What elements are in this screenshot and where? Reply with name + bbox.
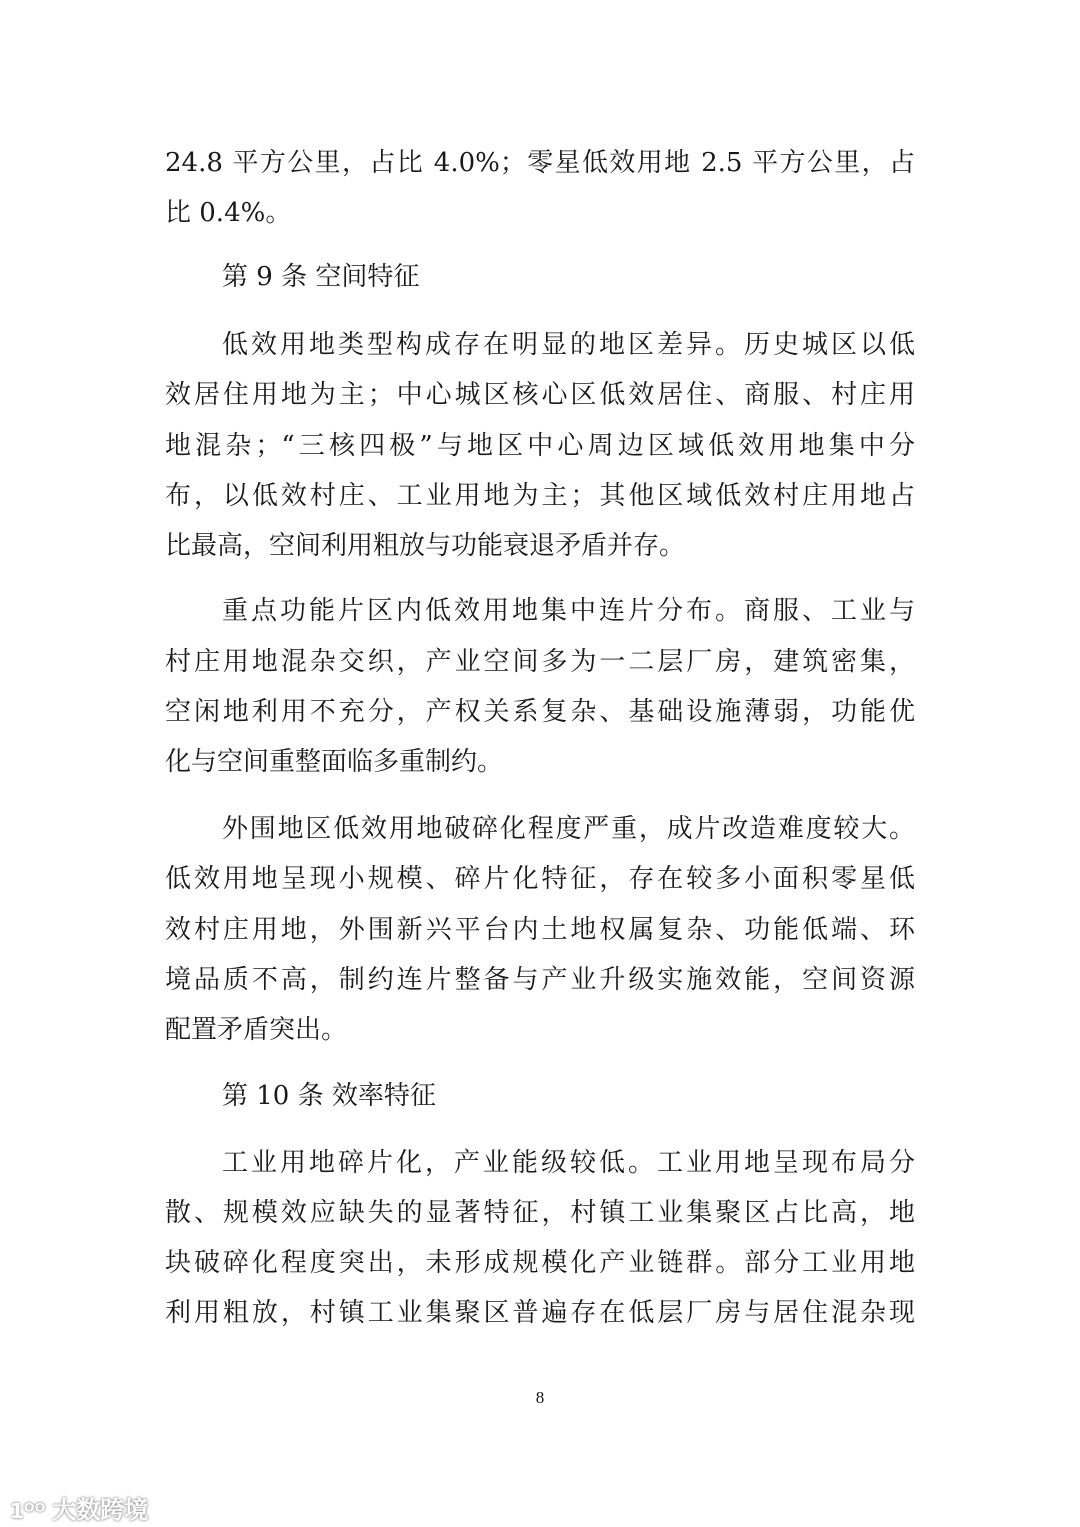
text-line: 空闲地利用不充分，产权关系复杂、基础设施薄弱，功能优 xyxy=(165,697,915,727)
text-line: 低效用地类型构成存在明显的地区差异。历史城区以低 xyxy=(222,330,915,360)
page-number: 8 xyxy=(535,1388,545,1407)
text-line: 低效用地呈现小规模、碎片化特征，存在较多小面积零星低 xyxy=(165,864,915,894)
text-line: 配置矛盾突出。 xyxy=(165,1015,348,1045)
section-heading: 第 10 条 效率特征 xyxy=(222,1081,436,1111)
text-line: 利用粗放，村镇工业集聚区普遍存在低层厂房与居住混杂现 xyxy=(165,1298,915,1328)
text-line: 重点功能片区内低效用地集中连片分布。商服、工业与 xyxy=(222,596,915,626)
text-line: 境品质不高，制约连片整备与产业升级实施效能，空间资源 xyxy=(165,965,915,995)
text-line: 比最高，空间利用粗放与功能衰退矛盾并存。 xyxy=(165,531,686,561)
text-line: 效村庄用地，外围新兴平台内土地权属复杂、功能低端、环 xyxy=(165,915,915,945)
text-line: 地混杂；“三核四极”与地区中心周边区域低效用地集中分 xyxy=(165,431,915,461)
text-line: 工业用地碎片化，产业能级较低。工业用地呈现布局分 xyxy=(222,1148,915,1178)
text-line: 散、规模效应缺失的显著特征，村镇工业集聚区占比高，地 xyxy=(165,1198,915,1228)
text-line: 外围地区低效用地破碎化程度严重，成片改造难度较大。 xyxy=(222,814,915,844)
text-line: 比 0.4%。 xyxy=(165,198,292,228)
text-line: 化与空间重整面临多重制约。 xyxy=(165,747,504,777)
watermark-logo: 1ᴼᴼ 大数跨境 xyxy=(10,1496,149,1524)
section-heading: 第 9 条 空间特征 xyxy=(222,262,420,292)
text-line: 效居住用地为主；中心城区核心区低效居住、商服、村庄用 xyxy=(165,380,915,410)
text-line: 块破碎化程度突出，未形成规模化产业链群。部分工业用地 xyxy=(165,1248,915,1278)
text-line: 村庄用地混杂交织，产业空间多为一二层厂房，建筑密集， xyxy=(165,647,915,677)
text-line: 布，以低效村庄、工业用地为主；其他区域低效村庄用地占 xyxy=(165,481,915,511)
text-line: 24.8 平方公里，占比 4.0%；零星低效用地 2.5 平方公里，占 xyxy=(165,148,915,178)
watermark-text: 大数跨境 xyxy=(52,1496,149,1524)
